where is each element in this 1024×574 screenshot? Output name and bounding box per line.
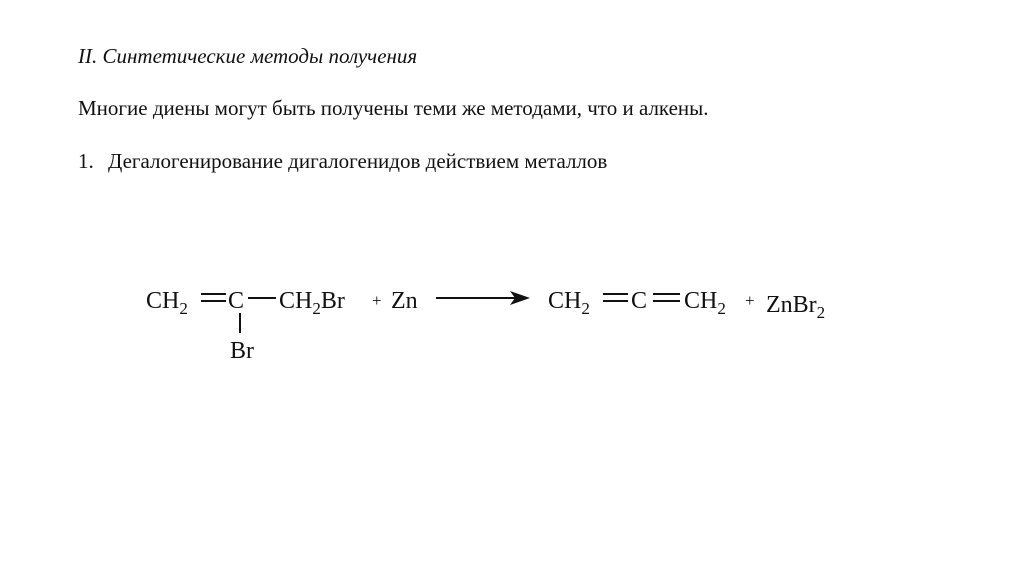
intro-text: Многие диены могут быть получены теми же методами, что и алкены. [78,96,709,120]
product-double-bond-2 [653,294,680,301]
reactant-br-substituent: Br [230,338,254,364]
reactant-center-carbon: C [228,288,245,314]
product [548,288,726,318]
reactant-ch2br: $CH_2Br$ [279,288,345,318]
plus-sign-2: + [745,291,755,310]
section-title: II. Синтетические методы получения [78,44,418,68]
product-ch2-left: $CH_2$ [548,288,590,318]
reactant-double-bond [201,294,226,301]
method-title: Дегалогенирование дигалогенидов действием металлов [108,149,608,173]
method-number: 1. [78,149,94,173]
byproduct-znbr2: ZnBr$_2$ [766,292,826,322]
reaction-arrow [436,291,530,305]
reagent-zn: Zn [391,288,418,314]
product-ch2-right: $CH_2$ [684,288,726,318]
plus-sign-1: + [372,291,382,310]
product-double-bond-1 [603,294,628,301]
reactant-ch2-left: $CH_2$ [146,288,188,318]
product-center-carbon: C [631,288,648,314]
reactant [146,288,345,364]
